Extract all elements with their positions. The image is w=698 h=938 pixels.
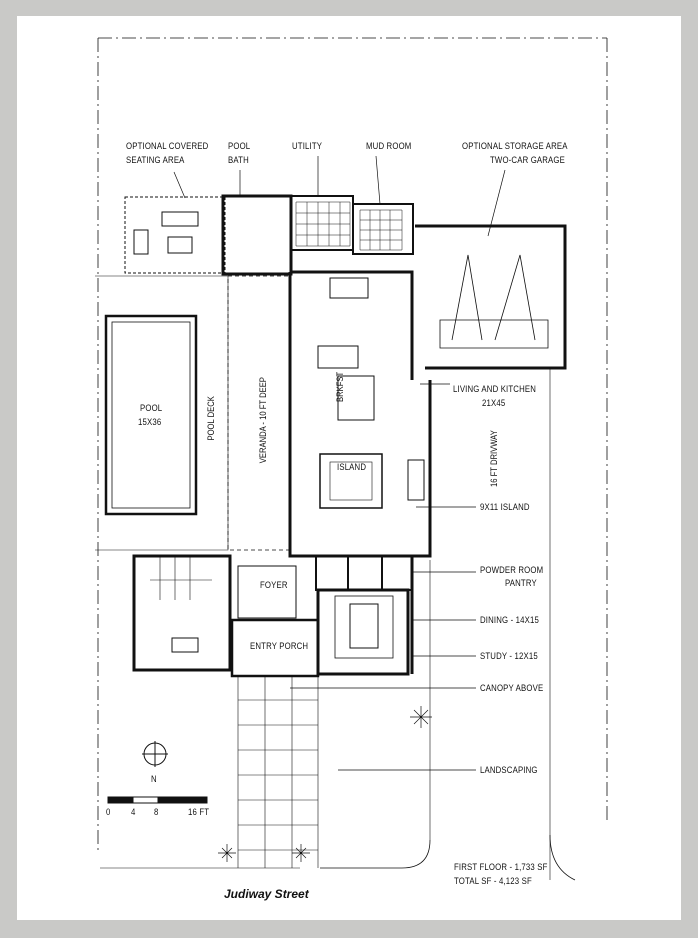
label-dining: DINING - 14X15 bbox=[480, 615, 540, 626]
label-entry-porch: ENTRY PORCH bbox=[250, 641, 309, 652]
pool bbox=[106, 316, 196, 514]
label-mud-room: MUD ROOM bbox=[366, 141, 412, 152]
label-driveway: 16 FT DRIVWAY bbox=[489, 430, 499, 487]
pool-bath bbox=[223, 196, 291, 274]
label-powder-room: POWDER ROOM bbox=[480, 565, 544, 576]
label-pantry: PANTRY bbox=[505, 578, 537, 589]
scale-tick-4: 4 bbox=[131, 807, 136, 818]
scale-tick-16: 16 FT bbox=[188, 807, 210, 818]
label-pool: POOL bbox=[228, 141, 251, 152]
label-optional-covered: OPTIONAL COVERED bbox=[126, 141, 209, 152]
label-two-car-garage: TWO-CAR GARAGE bbox=[490, 155, 566, 166]
label-breakfast: BRKFST bbox=[335, 371, 345, 402]
label-seating-area: SEATING AREA bbox=[126, 155, 185, 166]
label-study: STUDY - 12X15 bbox=[480, 651, 538, 662]
label-living-kitchen: LIVING AND KITCHEN bbox=[453, 384, 537, 395]
label-pool-size: 15X36 bbox=[138, 417, 162, 428]
label-pool-deck: POOL DECK bbox=[206, 396, 216, 441]
dining-room bbox=[318, 590, 408, 674]
label-living-size: 21X45 bbox=[482, 398, 506, 409]
scale-tick-0: 0 bbox=[106, 807, 111, 818]
utility-room bbox=[291, 196, 353, 250]
tree-icon bbox=[218, 706, 432, 862]
garage-wall bbox=[415, 226, 565, 368]
street-name: Judiway Street bbox=[224, 887, 309, 901]
label-foyer: FOYER bbox=[260, 580, 288, 591]
optional-seating-area bbox=[125, 197, 225, 273]
foyer bbox=[238, 566, 296, 618]
living-kitchen-wall bbox=[290, 272, 430, 556]
front-walk bbox=[238, 676, 318, 868]
label-veranda: VERANDA - 10 FT DEEP bbox=[258, 377, 268, 464]
label-island-size: 9X11 ISLAND bbox=[480, 502, 530, 513]
label-island: ISLAND bbox=[337, 462, 367, 473]
label-first-floor: FIRST FLOOR - 1,733 SF bbox=[454, 862, 548, 873]
label-landscaping: LANDSCAPING bbox=[480, 765, 538, 776]
label-optional-storage: OPTIONAL STORAGE AREA bbox=[462, 141, 568, 152]
north-label: N bbox=[151, 774, 157, 785]
scale-tick-8: 8 bbox=[154, 807, 159, 818]
label-bath: BATH bbox=[228, 155, 249, 166]
label-total-sf: TOTAL SF - 4,123 SF bbox=[454, 876, 532, 887]
mud-room bbox=[353, 204, 413, 254]
label-pool-name: POOL bbox=[140, 403, 163, 414]
label-utility: UTILITY bbox=[292, 141, 323, 152]
stair-room bbox=[134, 556, 230, 670]
label-canopy: CANOPY ABOVE bbox=[480, 683, 544, 694]
